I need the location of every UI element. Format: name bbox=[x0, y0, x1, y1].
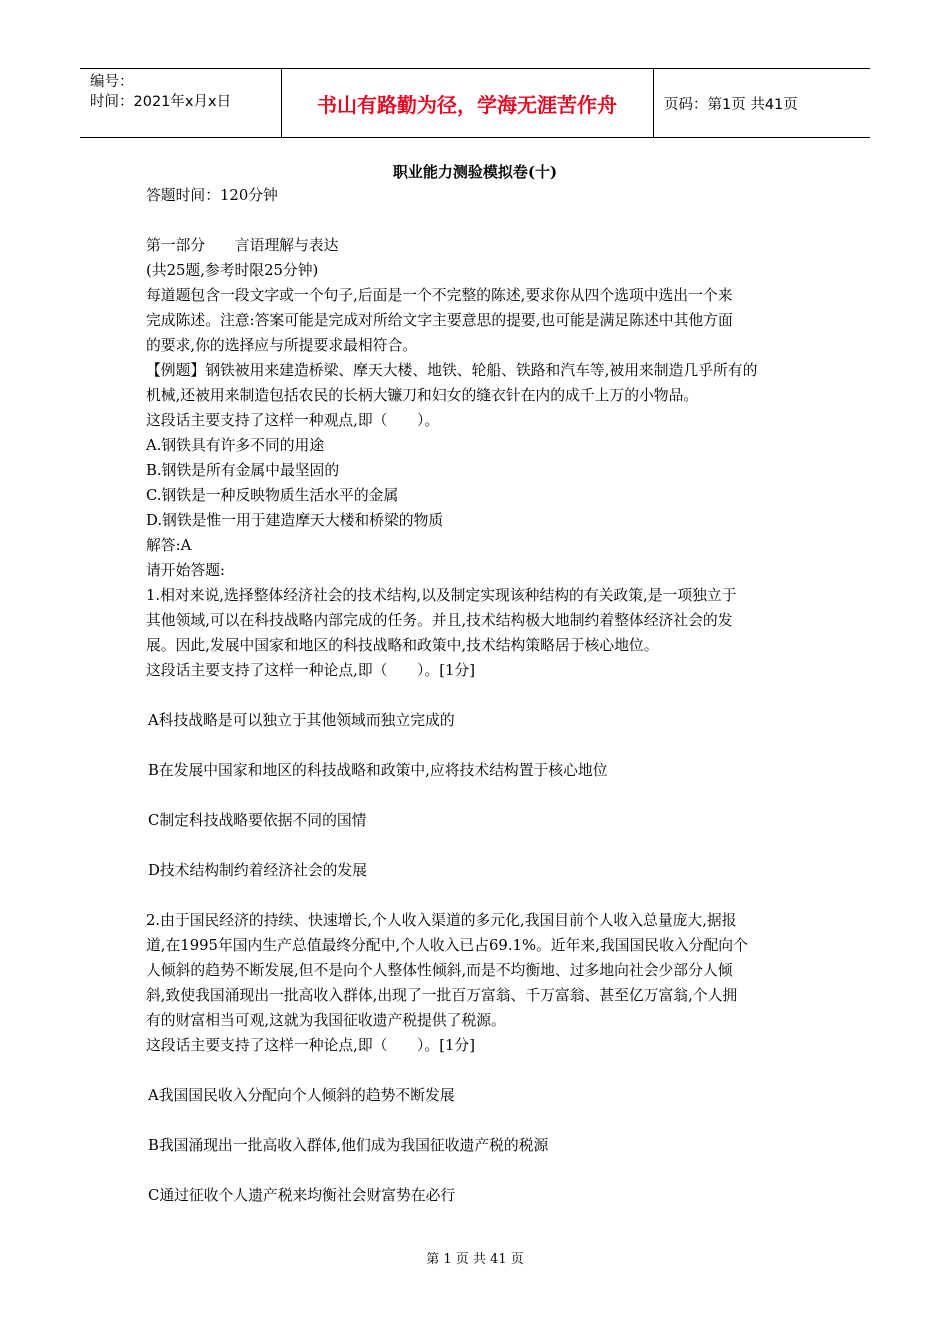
text-line: 第一部分 言语理解与表达 bbox=[146, 237, 339, 254]
text-line: 答题时间：120分钟 bbox=[146, 187, 278, 204]
text-line: 这段话主要支持了这样一种观点,即（ ）。 bbox=[146, 412, 440, 429]
blank-line bbox=[146, 1158, 811, 1183]
text-line: A科技战略是可以独立于其他领域而独立完成的 bbox=[148, 712, 455, 729]
text-line: 道,在1995年国内生产总值最终分配中,个人收入已占69.1%。近年来,我国国民收入分配向个 bbox=[146, 937, 748, 954]
blank-line bbox=[146, 883, 811, 908]
text-line: 有的财富相当可观,这就为我国征收遗产税提供了税源。 bbox=[146, 1012, 506, 1029]
text-line: 展。因此,发展中国家和地区的科技战略和政策中,技术结构策略居于核心地位。 bbox=[146, 637, 659, 654]
text-line: 1.相对来说,选择整体经济社会的技术结构,以及制定实现该种结构的有关政策,是一项独立于 bbox=[146, 587, 737, 604]
text-line: C.钢铁是一种反映物质生活水平的金属 bbox=[146, 487, 399, 504]
text-line: 每道题包含一段文字或一个句子,后面是一个不完整的陈述,要求你从四个选项中选出一个来 bbox=[146, 287, 733, 304]
blank-line bbox=[146, 1108, 811, 1133]
text-line: (共25题,参考时限25分钟) bbox=[146, 262, 319, 279]
header-motto: 书山有路勤为径，学海无涯苦作舟 bbox=[317, 93, 617, 117]
header-meta bbox=[90, 72, 231, 112]
text-line: D技术结构制约着经济社会的发展 bbox=[148, 862, 368, 879]
blank-line bbox=[146, 1058, 811, 1083]
text-line: C通过征收个人遗产税来均衡社会财富势在必行 bbox=[148, 1187, 456, 1204]
text-line: 斜,致使我国涌现出一批高收入群体,出现了一批百万富翁、千万富翁、甚至亿万富翁,个人拥 bbox=[146, 987, 738, 1004]
page-footer: 第 1 页 共 41 页 bbox=[426, 1252, 524, 1267]
time-label: 时间：2021年x月x日 bbox=[90, 94, 232, 110]
text-line: D.钢铁是惟一用于建造摩天大楼和桥梁的物质 bbox=[146, 512, 444, 529]
header-divider bbox=[653, 69, 654, 137]
text-line: 完成陈述。注意:答案可能是完成对所给文字主要意思的提要,也可能是满足陈述中其他方面 bbox=[146, 312, 733, 329]
text-line: 这段话主要支持了这样一种论点,即（ ）。[1分] bbox=[146, 662, 475, 679]
text-line: 的要求,你的选择应与所提要求最相符合。 bbox=[146, 337, 418, 354]
document-title: 职业能力测验模拟卷(十) bbox=[392, 163, 558, 181]
number-label: 编号： bbox=[90, 74, 134, 90]
blank-line bbox=[146, 833, 811, 858]
text-line: 请开始答题: bbox=[146, 562, 225, 579]
text-line: 【例题】钢铁被用来建造桥梁、摩天大楼、地铁、轮船、铁路和汽车等,被用来制造几乎所有的 bbox=[146, 362, 758, 379]
blank-line bbox=[146, 783, 811, 808]
text-line: 其他领域,可以在科技战略内部完成的任务。并且,技术结构极大地制约着整体经济社会的发 bbox=[146, 612, 733, 629]
document-body bbox=[146, 183, 811, 1208]
text-line: B在发展中国家和地区的科技战略和政策中,应将技术结构置于核心地位 bbox=[148, 762, 608, 779]
header-page-info: 页码：第1页 共41页 bbox=[664, 97, 798, 113]
text-line: 人倾斜的趋势不断发展,但不是向个人整体性倾斜,而是不均衡地、过多地向社会少部分人倾 bbox=[146, 962, 733, 979]
blank-line bbox=[146, 683, 811, 708]
blank-line bbox=[146, 208, 811, 233]
text-line: 这段话主要支持了这样一种论点,即（ ）。[1分] bbox=[146, 1037, 475, 1054]
text-line: 解答:A bbox=[146, 537, 192, 554]
text-line: A.钢铁具有许多不同的用途 bbox=[146, 437, 325, 454]
text-line: A我国国民收入分配向个人倾斜的趋势不断发展 bbox=[148, 1087, 455, 1104]
text-line: 机械,还被用来制造包括农民的长柄大镰刀和妇女的缝衣针在内的成千上万的小物品。 bbox=[146, 387, 699, 404]
page-header bbox=[80, 68, 870, 138]
text-line: 2.由于国民经济的持续、快速增长,个人收入渠道的多元化,我国目前个人收入总量庞大,据报 bbox=[146, 912, 737, 929]
text-line: C制定科技战略要依据不同的国情 bbox=[148, 812, 367, 829]
blank-line bbox=[146, 733, 811, 758]
text-line: B我国涌现出一批高收入群体,他们成为我国征收遗产税的税源 bbox=[148, 1137, 549, 1154]
text-line: B.钢铁是所有金属中最坚固的 bbox=[146, 462, 340, 479]
